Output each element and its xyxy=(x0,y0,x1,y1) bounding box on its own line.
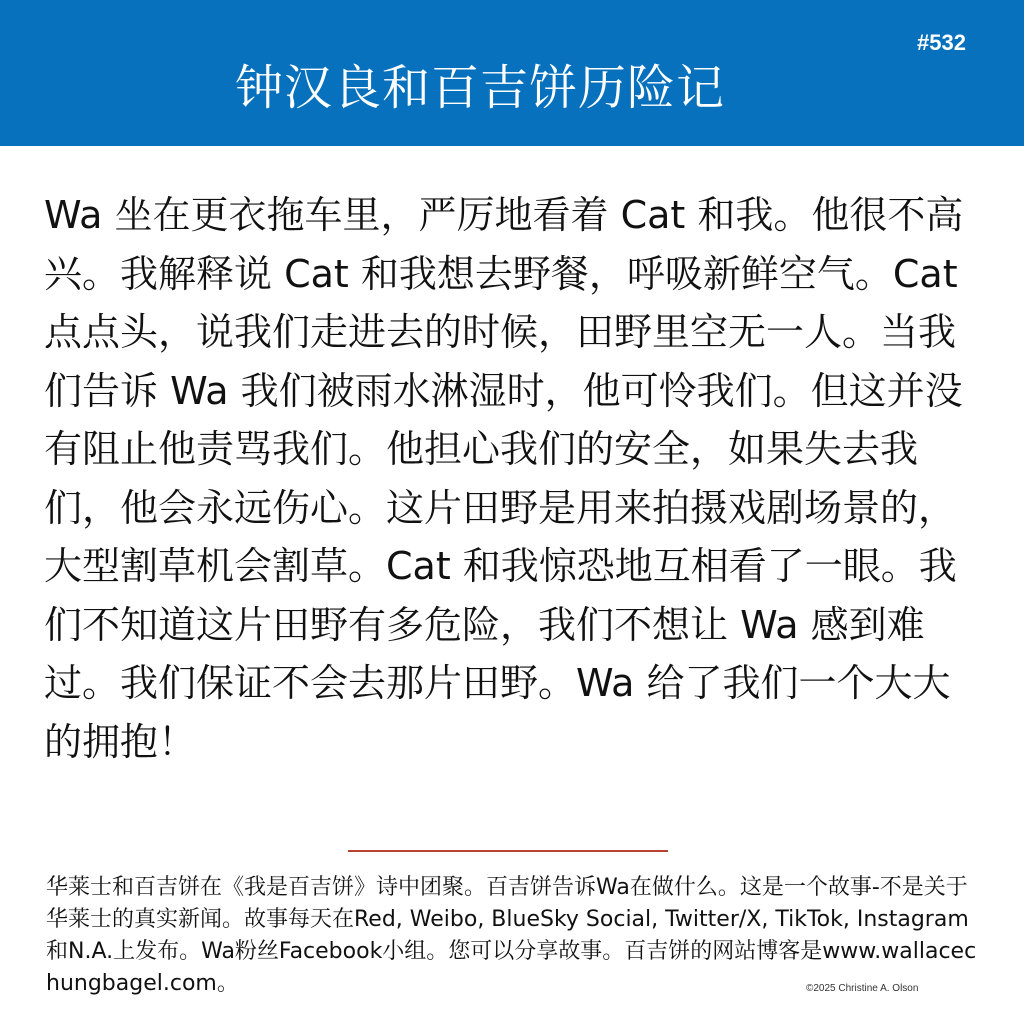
copyright-notice: ©2025 Christine A. Olson xyxy=(806,983,919,994)
episode-number: #532 xyxy=(917,30,966,55)
header-banner xyxy=(0,0,1024,146)
footer-divider xyxy=(348,850,668,852)
story-text: Wa 坐在更衣拖车里，严厉地看着 Cat 和我。他很不高兴。我解释说 Cat 和我想去野餐，呼吸新鲜空气。Cat 点点头，说我们走进去的时候，田野里空无一人。当我们告诉 Wa 我们被雨水淋湿时，他可怜我们。但这并没有阻止他责骂我们。他担心我们的安全，如果失去我们，他会永远伤心。这片田野是用来拍摄戏剧场景的，大型割草机会割草。Cat 和我惊恐地互相看了一眼。我们不知道这片田野有多危险，我们不想让 Wa 感到难过。我们保证不会去那片田野。Wa 给了我们一个大大的拥抱！ xyxy=(44,193,964,764)
footer-note: 华莱士和百吉饼在《我是百吉饼》诗中团聚。百吉饼告诉Wa在做什么。这是一个故事-不是关于华莱士的真实新闻。故事每天在Red, Weibo, BlueSky Social, Twitter/X, TikTok, Instagram和N.A.上发布。Wa粉丝Facebook小组。您可以分享故事。百吉饼的网站博客是www.wallacechungbagel.com。 xyxy=(46,875,977,996)
page-title: 钟汉良和百吉饼历险记 xyxy=(234,60,725,116)
